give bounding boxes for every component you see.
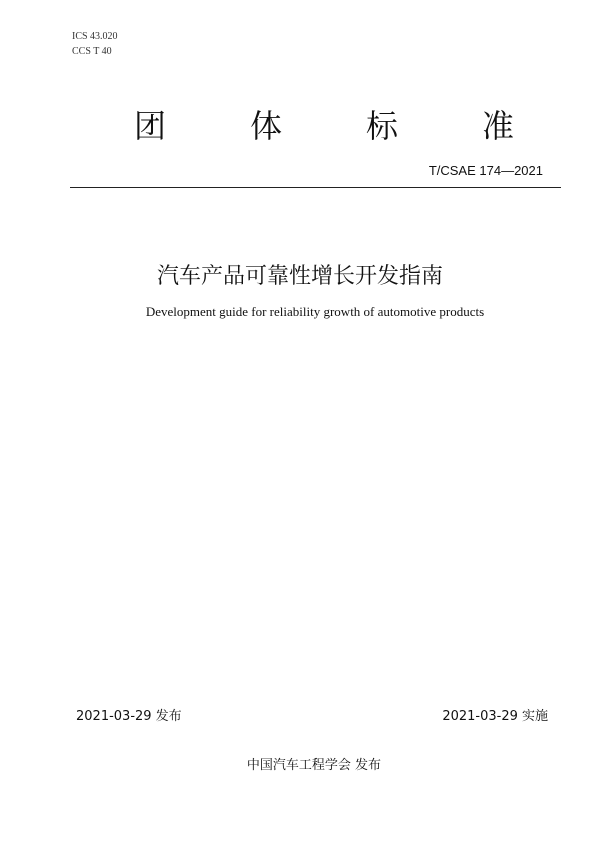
- ics-code: ICS 43.020: [72, 31, 118, 42]
- header-divider: [70, 187, 561, 188]
- standard-type-char: 体: [249, 107, 282, 145]
- standard-type-heading: [134, 106, 514, 146]
- standard-type-char: 准: [481, 107, 514, 145]
- title-english: Development guide for reliability growth of automotive products: [145, 304, 485, 319]
- classification-codes: [72, 29, 118, 59]
- publisher: 中国汽车工程学会 发布: [246, 758, 382, 773]
- implementation-date: 2021-03-29 实施: [442, 709, 548, 724]
- standard-type-char: 团: [134, 107, 167, 145]
- title-chinese: 汽车产品可靠性增长开发指南: [156, 264, 443, 289]
- standard-number: T/CSAE 174—2021: [428, 163, 543, 178]
- ccs-code: CCS T 40: [72, 46, 112, 57]
- standard-type-char: 标: [365, 107, 398, 145]
- issue-date: 2021-03-29 发布: [76, 709, 182, 724]
